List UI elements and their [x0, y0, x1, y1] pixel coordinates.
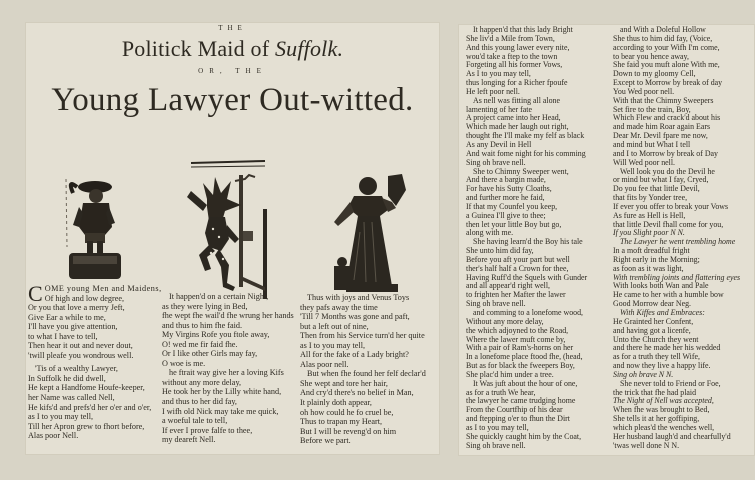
verse-line: O! wed me fir faid fhe. [162, 339, 238, 349]
verse-line: oh how could he fo cruel be, [300, 407, 394, 417]
verse-line: It Was juft about the hour of one, [473, 378, 578, 388]
verse-line: as I to you may tell, [300, 340, 366, 350]
verse-line: and further more he faid, [466, 193, 545, 203]
verse-line: As any Devil in Hell [466, 139, 532, 149]
verse-line: As fure as Hell is Hell, [613, 210, 686, 220]
lawyer-woodcut-icon [65, 177, 123, 281]
ballad-column-3 [300, 293, 426, 446]
verse-line: If you Slight poor N N. [613, 228, 685, 238]
verse-line: Give Ear a while to me, [28, 312, 106, 322]
verse-line: Where the lawer muft come by, [466, 334, 566, 344]
verse-line: and all appear'd right well, [466, 281, 551, 291]
verse-line: The Lawyer he went trembling home [620, 237, 736, 247]
verse-line: Sing oh brave nell. [466, 299, 526, 309]
verse-line: and thus to him fhe faid. [162, 320, 243, 330]
verse-line: You Wed poor nell. [613, 86, 675, 96]
verse-line: If ever you offer to break your Vows [613, 201, 729, 211]
ballad-column-2 [162, 292, 294, 445]
verse-line: She wept and tore her hair, [300, 378, 388, 388]
verse-line: the lawyer he came trudging home [466, 396, 576, 406]
verse-line: wou'd take a ftep to the town [466, 51, 558, 61]
verse-line: The Night of Nell was accepted, [613, 396, 714, 406]
verse-line: that fits by Yonder tree, [613, 193, 688, 203]
verse-line: If that my Counfel you keep, [466, 201, 558, 211]
verse-line: My Virgins Rofe you ftole away, [162, 330, 270, 340]
verse-line: and made him Roar again Ears [613, 122, 711, 132]
verse-line: to bear you hence away, [613, 51, 689, 61]
verse-line: In a moft dreadful fright [613, 246, 690, 256]
title-line1-prefix: Politick Maid of [121, 36, 275, 61]
verse-line: as they were lying in Bed, [162, 301, 248, 311]
verse-line: along with me. [466, 228, 514, 238]
verse-line: Of high and low degree, [44, 293, 125, 303]
verse-line: Or I like other Girls may fay, [162, 349, 258, 359]
title-place: Suffolk. [274, 36, 344, 61]
maid-woodcut-icon [330, 172, 410, 294]
verse-line: 'twill pleafe you wondrous well. [28, 350, 134, 360]
verse-line: A project came into her Head, [466, 113, 561, 123]
verse-line: Sing oh brave nell. [466, 440, 526, 450]
verse-line: Before we part. [300, 436, 351, 446]
verse-line: As nell was fitting all alone [473, 95, 560, 105]
verse-line: He kept a Handfome Houfe-keeper, [28, 383, 145, 393]
verse-line: She liv'd a Mile from Town, [466, 33, 555, 43]
verse-line: the which adjoyned to the Road, [466, 325, 569, 335]
verse-line: and there he made her his wedded [613, 343, 721, 353]
verse-line: She having learn'd the Boy his tale [473, 237, 583, 247]
verse-line: I'll have you give attention, [28, 322, 118, 332]
verse-line: Till her Apron grew to fhort before, [28, 421, 145, 431]
verse-line: And cry'd there's no belief in Man, [300, 388, 414, 398]
verse-line: With a pair of Ram's-horns on her [466, 343, 574, 353]
verse-line: he ftrait way give her a loving Kifs [169, 368, 284, 378]
verse-line: Thus to trapan my Heart, [300, 417, 383, 427]
verse-line: It plainly doth appear, [300, 398, 372, 408]
verse-line: Then hear it out and never dout, [28, 341, 133, 351]
verse-line: He kifs'd and prefs'd her o'er and o'er, [28, 402, 152, 412]
verse-line: and comming to a lonefome wood, [473, 308, 584, 317]
verse-line: Then from his Service turn'd her quite [300, 331, 425, 341]
verse-line: Sing oh brave nell. [466, 157, 526, 167]
verse-line: Alas poor Nell. [28, 431, 79, 441]
verse-line: When fhe was brought to Bed, [613, 405, 710, 415]
verse-line: 'twas well done N N. [613, 440, 680, 450]
verse-line: ther's half half a Crown for thee, [466, 263, 569, 273]
verse-line: If ever I prove falfe to thee, [162, 425, 253, 435]
verse-line: and now they live a happy life. [613, 361, 711, 371]
verse-line: Which made her laugh out right, [466, 122, 569, 132]
verse-line: And this young lawer every nite, [466, 42, 570, 52]
broadside-right-sheet [458, 24, 755, 456]
verse-line: In Suffolk he did dwell, [28, 373, 106, 383]
verse-line: She tells it at her goffiping, [613, 414, 700, 424]
verse-line: as for a truth they tell Wife, [613, 352, 700, 362]
verse-line: Well look you do the Devil he [620, 166, 715, 176]
verse-line: Sing oh brave N N. [613, 369, 674, 379]
verse-line: fhe wept fhe wail'd fhe wrung her hands [162, 311, 294, 321]
title-or-the: OR, THE [198, 67, 267, 75]
title-the: THE [218, 24, 247, 32]
verse-line: O woe is me. [162, 358, 206, 368]
verse-line: they pafs away the time [300, 302, 378, 312]
verse-line: Before you aft your part but well [466, 254, 570, 264]
verse-line: as foon as it was light, [613, 263, 684, 273]
verse-line: She to Chimny Sweeper went, [473, 166, 569, 176]
verse-line: as I to you may tell, [466, 422, 529, 432]
verse-line: 'Tis of a wealthy Lawyer, [35, 364, 118, 374]
verse-line: that little Devil fhall come for you, [613, 219, 724, 229]
verse-line: I wifh old Nick may take me quick, [162, 406, 279, 416]
verse-line: as for a truth We hear, [466, 387, 536, 397]
verse-line: But when fhe found her felf declar'd [307, 369, 426, 379]
verse-line: Right early in the Morning; [613, 254, 700, 264]
verse-line: Dear Mr. Devil fpare me now, [613, 131, 708, 141]
verse-line: She faid you muft alone With me, [613, 60, 720, 70]
verse-line: Do you fee that little Devil, [613, 184, 700, 194]
verse-line: OME young Men and Maidens, [44, 284, 162, 293]
ballad-column-4 [466, 26, 587, 451]
verse-line: He left poor nell. [466, 86, 520, 96]
verse-line: then let your little Boy but go, [466, 219, 562, 229]
verse-line: She plac'd him under a tree. [466, 369, 554, 379]
verse-line: Except to Morrow by break of day [613, 78, 723, 88]
verse-line: All for the fake of a Lady bright? [300, 350, 409, 360]
verse-line: For have his Sutty Cloaths, [466, 184, 552, 194]
verse-line: 'Till 7 Months was gone and paft, [300, 312, 410, 322]
verse-line: without any more delay, [162, 377, 242, 387]
verse-line: With that the Chimny Sweepers [613, 95, 714, 105]
title-young-lawyer: Young Lawyer Out-witted. [51, 82, 414, 118]
verse-line: And wait fome night for his comming [466, 148, 586, 158]
title-politick-maid [25, 36, 440, 62]
verse-line: Her husband laugh'd and chearfully'd [613, 431, 731, 441]
verse-line: and I to Morrow by break of Day [613, 148, 718, 158]
verse-line: and mind but What I tell [613, 139, 691, 149]
verse-line: thus longing for a Richer fpoufe [466, 78, 568, 88]
verse-line: Forgeting all his former Vows, [466, 60, 563, 70]
verse-line: as I to you may tell, [28, 412, 94, 422]
verse-line: to what I have to tell, [28, 331, 98, 341]
verse-line: And there a bargin made, [466, 175, 546, 185]
verse-line: but a left out of nine, [300, 321, 369, 331]
verse-line: As I to you may tell, [466, 69, 531, 79]
verse-line: and having got a licenfe, [613, 325, 691, 335]
verse-line: the trick that fhe had plaid [613, 387, 697, 397]
verse-line: With trembling joints and flattering eyes [613, 272, 741, 282]
verse-line: Will Wed poor nell. [613, 157, 676, 167]
verse-line: lamenting of her fate [466, 104, 532, 114]
verse-line: Which Flew and crack'd about his [613, 113, 721, 123]
verse-line: Alas poor nell. [300, 359, 349, 369]
verse-line: She thus to him did fay, (Voice, [613, 33, 713, 43]
verse-line: Set fire to the train, Boy, [613, 104, 691, 114]
verse-line: But I will be reveng'd on him [300, 426, 397, 436]
verse-line: She quickly caught him by the Coat, [466, 431, 582, 441]
verse-line: a woeful tale to tell, [162, 416, 228, 426]
verse-line: With Kiffes and Embraces: [620, 308, 705, 317]
verse-line: It happen'd on a certain Night, [169, 292, 269, 301]
verse-line: Down to my gloomy Cell, [613, 69, 696, 79]
verse-line: or mind but what I fay, Cryed, [613, 175, 709, 185]
verse-line: and With a Doleful Hollow [620, 25, 706, 34]
verse-line: He Grainted her Confent, [613, 316, 694, 326]
verse-line: It happen'd that this lady Bright [473, 25, 573, 34]
verse-line: to frighten her Mafter the lawer [466, 290, 566, 300]
broadside-left-sheet [25, 22, 440, 455]
verse-line: a Guinea I'll give to thee; [466, 210, 546, 220]
verse-line: my deareft Nell. [162, 435, 216, 445]
ballad-column-5 [613, 26, 740, 451]
verse-line: She unto him did fay, [466, 246, 534, 256]
verse-line: He took her by the Lilly white hand, [162, 387, 282, 397]
ballad-column-1 [28, 281, 162, 441]
verse-line: Without any more delay, [466, 316, 544, 326]
verse-line: Good Morrow dear Neg. [613, 299, 692, 309]
verse-line: Unto the Church they went [613, 334, 699, 344]
verse-line: which pleas'd the wenches well, [613, 422, 715, 432]
verse-line: He came to her with a humble bow [613, 290, 724, 300]
verse-line: But as for black the fweepers Boy, [466, 361, 575, 371]
verse-line: Thus with joys and Venus Toys [307, 293, 410, 302]
verse-line: and ftepping o'er to fhun the Dirt [466, 414, 570, 424]
drop-cap: C [28, 281, 43, 306]
verse-line: With looks both Wan and Pale [613, 281, 709, 291]
verse-line: She never told to Friend or Foe, [620, 378, 721, 388]
verse-line: thought fhe I'll make my felf as black [466, 131, 585, 141]
devil-woodcut-icon [185, 159, 275, 299]
verse-line: Or you that love a merry Jeft, [28, 303, 125, 313]
verse-line: and thus to her did fay, [162, 397, 237, 407]
verse-line: In a lonefome place ftood fhe, (head, [466, 352, 583, 362]
verse-line: Having Ruff'd the Squels with Gunder [466, 272, 588, 282]
verse-line: according to your Wifh I'm come, [613, 42, 720, 52]
verse-line: From the Courtfhip of his dear [466, 405, 563, 415]
verse-line: her Name was called Nell, [28, 393, 115, 403]
